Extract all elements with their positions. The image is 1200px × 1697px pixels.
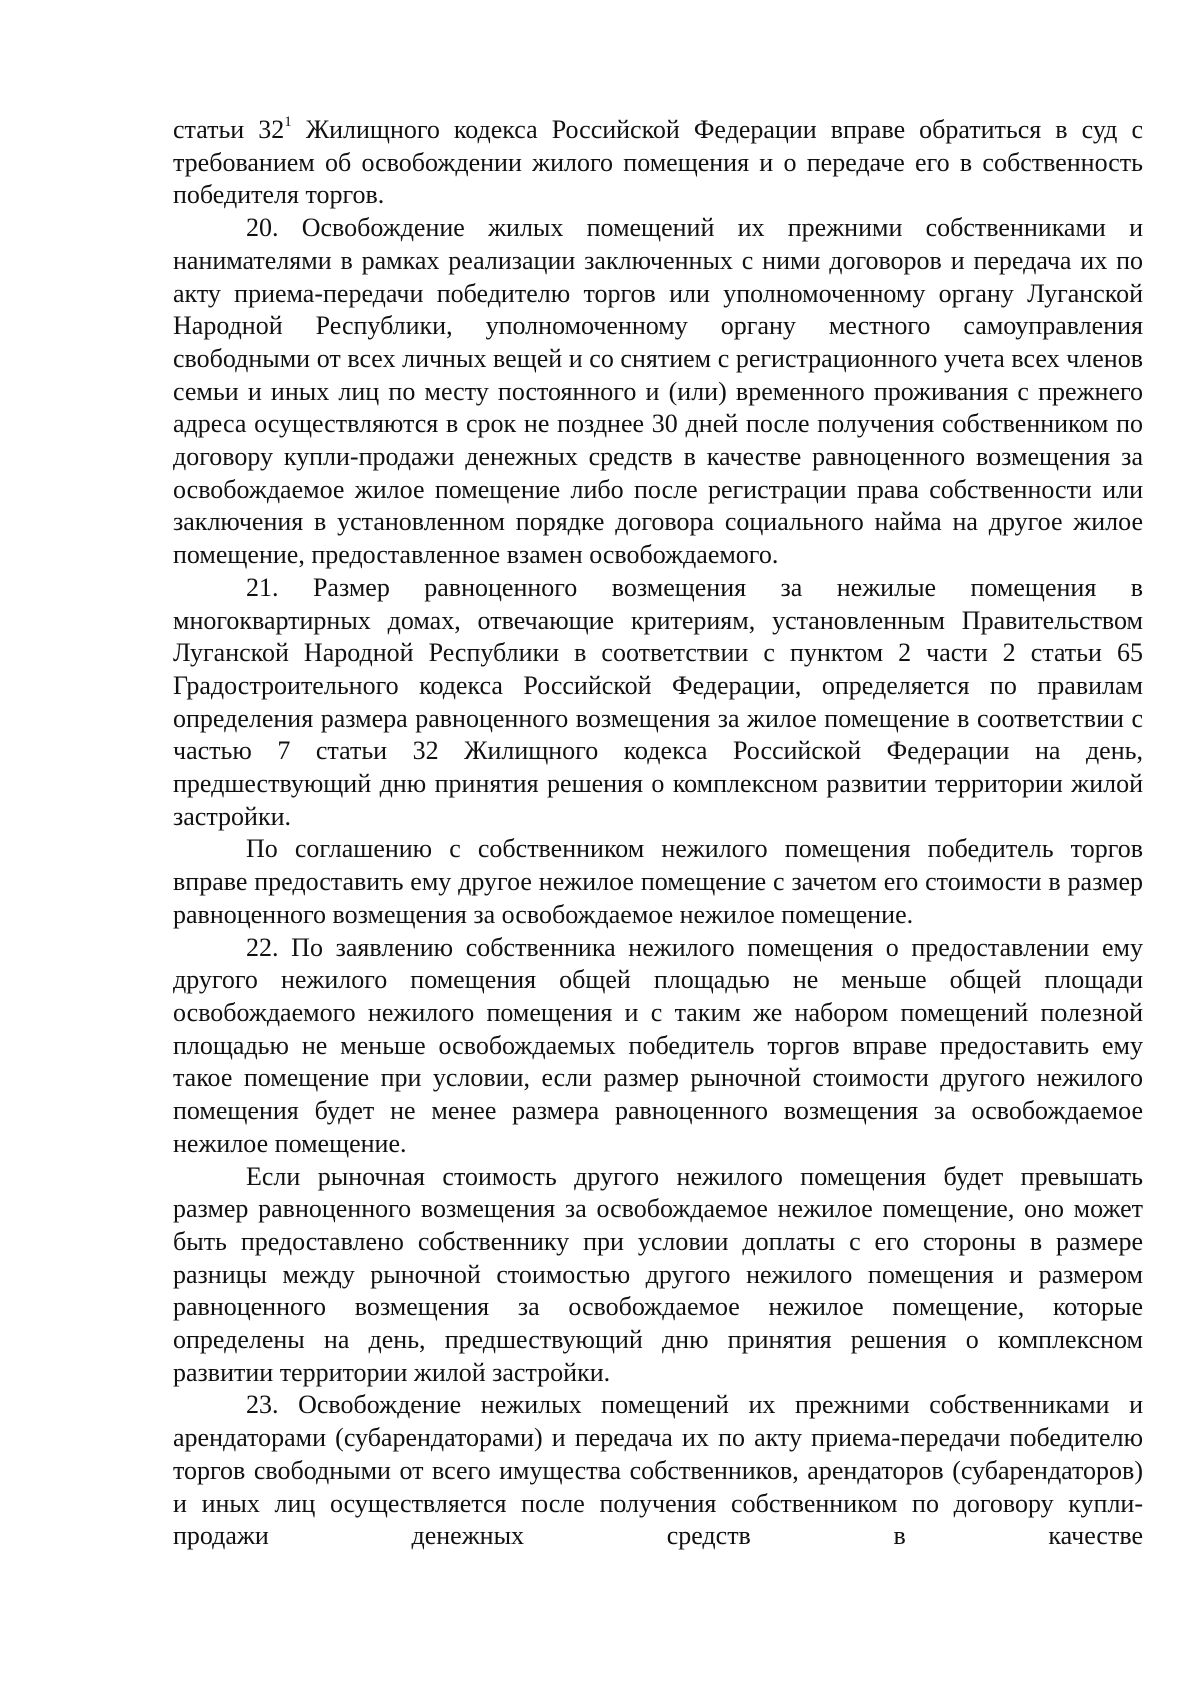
paragraph-22: 22. По заявлению собственника нежилого помещения о предоставлении ему другого нежилого помещения общей площадью не меньше общей площади освобождаемого нежилого помещения и с таким же набором помещений полезной площадью не меньше освобождаемых победитель торгов вправе предоставить ему такое помещение при условии, если размер рыночной стоимости другого нежилого помещения будет не менее размера равноценного возмещения за освобождаемое нежилое помещение. bbox=[173, 932, 1143, 1158]
document-body bbox=[173, 114, 1143, 1553]
paragraph-20: 20. Освобождение жилых помещений их прежними собственниками и нанимателями в рамках реализации заключенных с ними договоров и передача их по акту приема-передачи победителю торгов или уполномоченному органу Луганской Народной Республики, уполномоченному органу местного самоуправления свободными от всех личных вещей и со снятием с регистрационного учета всех членов семьи и иных лиц по месту постоянного и (или) временного проживания с прежнего адреса осуществляются в срок не позднее 30 дней после получения собственником по договору купли-продажи денежных средств в качестве равноценного возмещения за освобождаемое жилое помещение либо после регистрации права собственности или заключения в установленном порядке договора социального найма на другое жилое помещение, предоставленное взамен освобождаемого. bbox=[173, 213, 1143, 570]
paragraph-continuation bbox=[173, 114, 1143, 212]
paragraph-text: Жилищного кодекса Российской Федерации вправе обратиться в суд с требованием об освобождении жилого помещения и о передаче его в собственность победителя торгов. bbox=[173, 115, 1143, 210]
paragraph-text: статьи 32 bbox=[173, 115, 285, 144]
paragraph-21-agreement: По соглашению с собственником нежилого помещения победитель торгов вправе предоставить ему другое нежилое помещение с зачетом его стоимости в размер равноценного возмещения за освобождаемое нежилое помещение. bbox=[173, 834, 1143, 929]
superscript-article-number: 1 bbox=[284, 114, 292, 131]
paragraph-22-surcharge: Если рыночная стоимость другого нежилого помещения будет превышать размер равноценного возмещения за освобождаемое нежилое помещение, оно может быть предоставлено собственнику при условии доплаты с его стороны в размере разницы между рыночной стоимостью другого нежилого помещения и размером равноценного возмещения за освобождаемое нежилое помещение, которые определены на день, предшествующий дню принятия решения о комплексном развитии территории жилой застройки. bbox=[173, 1161, 1143, 1387]
paragraph-23: 23. Освобождение нежилых помещений их прежними собственниками и арендаторами (субарендаторами) и передача их по акту приема-передачи победителю торгов свободными от всего имущества собственников, арендаторов (субарендаторов) и иных лиц осуществляется после получения собственником по договору купли-продажи денежных средств в качестве bbox=[173, 1390, 1143, 1551]
paragraph-21: 21. Размер равноценного возмещения за нежилые помещения в многоквартирных домах, отвечающие критериям, установленным Правительством Луганской Народной Республики в соответствии с пунктом 2 части 2 статьи 65 Градостроительного кодекса Российской Федерации, определяется по правилам определения размера равноценного возмещения за жилое помещение в соответствии с частью 7 статьи 32 Жилищного кодекса Российской Федерации на день, предшествующий дню принятия решения о комплексном развитии территории жилой застройки. bbox=[173, 572, 1143, 831]
